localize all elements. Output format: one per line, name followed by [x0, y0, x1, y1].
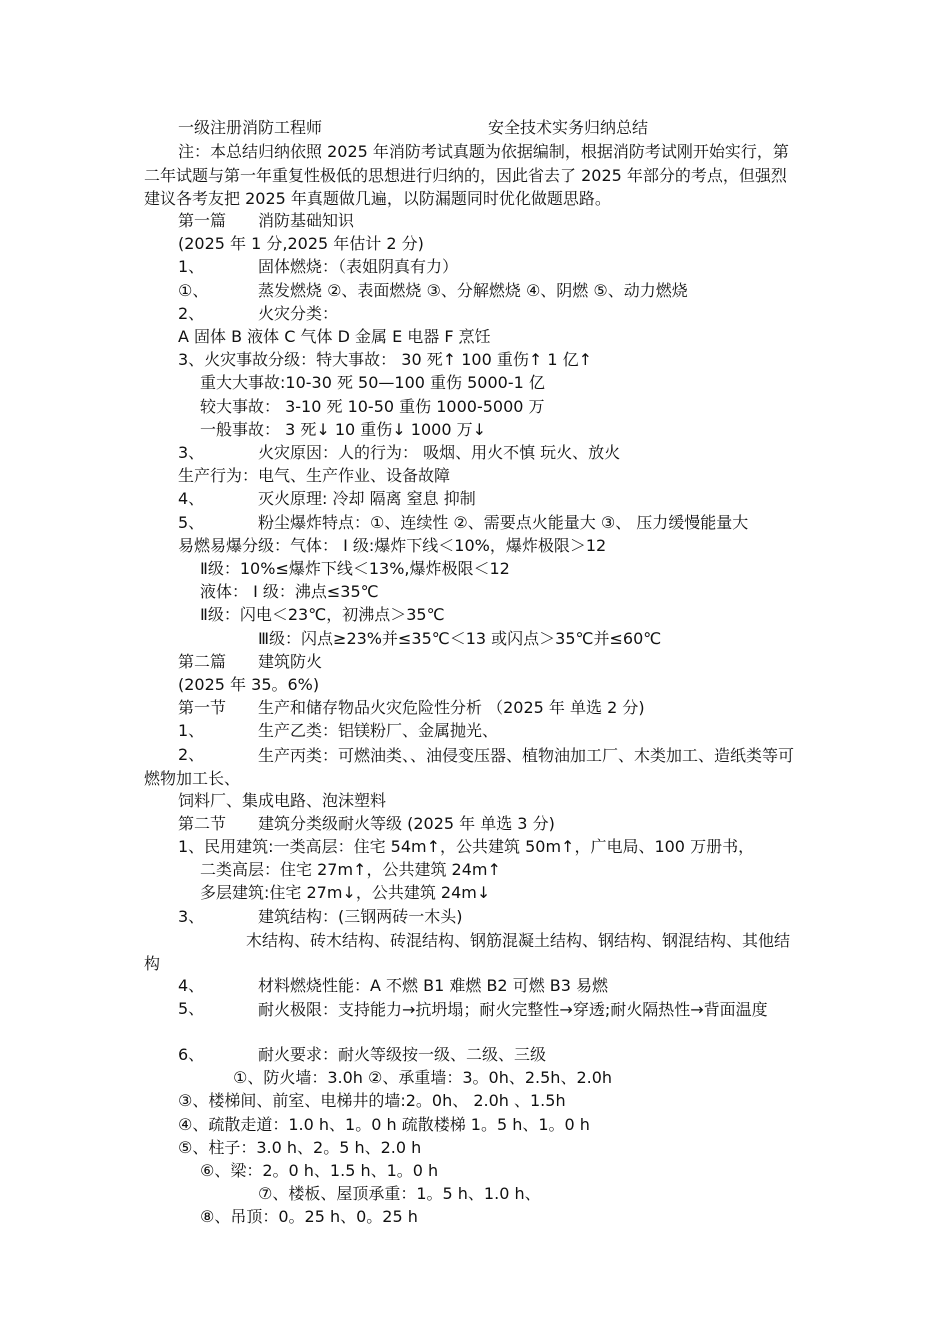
- doc-header-right: 安全技术实务归纳总结: [488, 118, 649, 137]
- part-two-title: 建筑防火: [258, 652, 323, 671]
- liquid-grade-one: 液体： I 级：沸点≤35℃: [200, 582, 379, 601]
- liquid-grade-two: Ⅱ级：闪电＜23℃，初沸点＞35℃: [200, 605, 445, 624]
- accident-grade-header: 3、火灾事故分级：特大事故： 30 死↑ 100 重伤↑ 1 亿↑: [178, 350, 592, 369]
- accident-general: 一般事故： 3 死↓ 10 重伤↓ 1000 万↓: [200, 420, 486, 439]
- doc-header-left: 一级注册消防工程师: [178, 118, 323, 137]
- production-class-c-cont: 饲料厂、集成电路、泡沫塑料: [178, 791, 387, 810]
- item-number: 6、: [178, 1045, 205, 1064]
- floor-roof: ⑦、楼板、屋顶承重：1。5 h、1.0 h、: [258, 1184, 541, 1203]
- accident-major: 重大大事故:10-30 死 50—100 重伤 5000-1 亿: [200, 373, 545, 392]
- section-two-title: 建筑分类级耐火等级 (2025 年 单选 3 分): [258, 814, 555, 833]
- material-combustibility: 材料燃烧性能：A 不燃 B1 难燃 B2 可燃 B3 易燃: [258, 976, 609, 995]
- fire-classes: A 固体 B 液体 C 气体 D 金属 E 电器 F 烹饪: [178, 327, 491, 346]
- combustion-types: 蒸发燃烧 ②、表面燃烧 ③、分解燃烧 ④、阴燃 ⑤、动力燃烧: [258, 281, 688, 300]
- item-number: 4、: [178, 489, 205, 508]
- civil-building-class: 1、民用建筑:一类高层：住宅 54m↑，公共建筑 50m↑，广电局、100 万册书，: [178, 837, 755, 856]
- solid-combustion: 固体燃烧：（表姐阴真有力）: [258, 257, 459, 276]
- part-one-label: 第一篇: [178, 211, 227, 230]
- evacuation-corridor: ④、疏散走道：1.0 h、1。0 h 疏散楼梯 1。5 h、1。0 h: [178, 1115, 590, 1134]
- fire-resistance-requirement: 耐火要求：耐火等级按一级、二级、三级: [258, 1045, 547, 1064]
- section-one-label: 第一节: [178, 698, 227, 717]
- item-number: 1、: [178, 257, 205, 276]
- section-one-title: 生产和储存物品火灾危险性分析 （2025 年 单选 2 分): [258, 698, 645, 717]
- beams: ⑥、梁：2。0 h、1.5 h、1。0 h: [200, 1161, 439, 1180]
- production-class-b: 生产乙类：铝镁粉厂、金属抛光、: [258, 721, 499, 740]
- gas-grade-two: Ⅱ级：10%≤爆炸下线＜13%,爆炸极限＜12: [200, 559, 510, 578]
- flammable-grading: 易燃易爆分级：气体： I 级:爆炸下线＜10%，爆炸极限＞12: [178, 536, 607, 555]
- item-number: ①、: [178, 281, 209, 300]
- multistory-building: 多层建筑:住宅 27m↓，公共建筑 24m↓: [200, 883, 491, 902]
- item-number: 3、: [178, 443, 205, 462]
- item-number: 4、: [178, 976, 205, 995]
- fire-causes: 火灾原因：人的行为： 吸烟、用火不慎 玩火、放火: [258, 443, 621, 462]
- section-two-label: 第二节: [178, 814, 227, 833]
- part-one-title: 消防基础知识: [258, 211, 355, 230]
- fire-classification: 火灾分类：: [258, 304, 339, 323]
- ceiling: ⑧、吊顶：0。25 h、0。25 h: [200, 1207, 418, 1226]
- item-number: 5、: [178, 513, 205, 532]
- item-number: 2、: [178, 745, 205, 764]
- intro-note: 注：本总结归纳依照 2025 年消防考试真题为依据编制，根据消防考试刚开始实行，第二年试题与第一年重复性极低的思想进行归纳的，因此省去了 2025 年部分的考点，但强烈建议各考友把 2025 年真题做几遍，以防漏题同时优化做题思路。: [144, 142, 789, 208]
- structure-types: 木结构、砖木结构、砖混结构、钢筋混凝土结构、钢结构、钢混结构、其他结构: [144, 931, 791, 973]
- building-structure: 建筑结构：(三钢两砖一木头): [258, 907, 463, 926]
- production-class-c: 生产丙类：可燃油类、、油侵变压器、植物油加工厂、木类加工、造纸类等可燃物加工长、: [144, 746, 795, 788]
- firewall-bearing-wall: ①、防火墙：3.0h ②、承重墙：3。0h、2.5h、2.0h: [233, 1068, 613, 1087]
- part-one-score: (2025 年 1 分,2025 年估计 2 分): [178, 234, 424, 253]
- item-number: 2、: [178, 304, 205, 323]
- dust-explosion: 粉尘爆炸特点：①、连续性 ②、需要点火能量大 ③、 压力缓慢能量大: [258, 513, 749, 532]
- columns: ⑤、柱子：3.0 h、2。5 h、2.0 h: [178, 1138, 422, 1157]
- fire-resistance-limit: 耐火极限：支持能力→抗坍塌；耐火完整性→穿透;耐火隔热性→背面温度: [258, 1000, 768, 1019]
- accident-larger: 较大事故： 3-10 死 10-50 重伤 1000-5000 万: [200, 397, 545, 416]
- item-number: 3、: [178, 907, 205, 926]
- part-two-score: (2025 年 35。6%): [178, 675, 320, 694]
- stairwell-walls: ③、楼梯间、前室、电梯井的墙:2。0h、 2.0h 、1.5h: [178, 1091, 566, 1110]
- production-behavior: 生产行为：电气、生产作业、设备故障: [178, 466, 451, 485]
- extinguish-principle: 灭火原理: 冷却 隔离 窒息 抑制: [258, 489, 476, 508]
- part-two-label: 第二篇: [178, 652, 227, 671]
- liquid-grade-three: Ⅲ级：闪点≥23%并≤35℃＜13 或闪点＞35℃并≤60℃: [258, 629, 662, 648]
- class-two-highrise: 二类高层：住宅 27m↑，公共建筑 24m↑: [200, 860, 501, 879]
- item-number: 5、: [178, 999, 205, 1018]
- item-number: 1、: [178, 721, 205, 740]
